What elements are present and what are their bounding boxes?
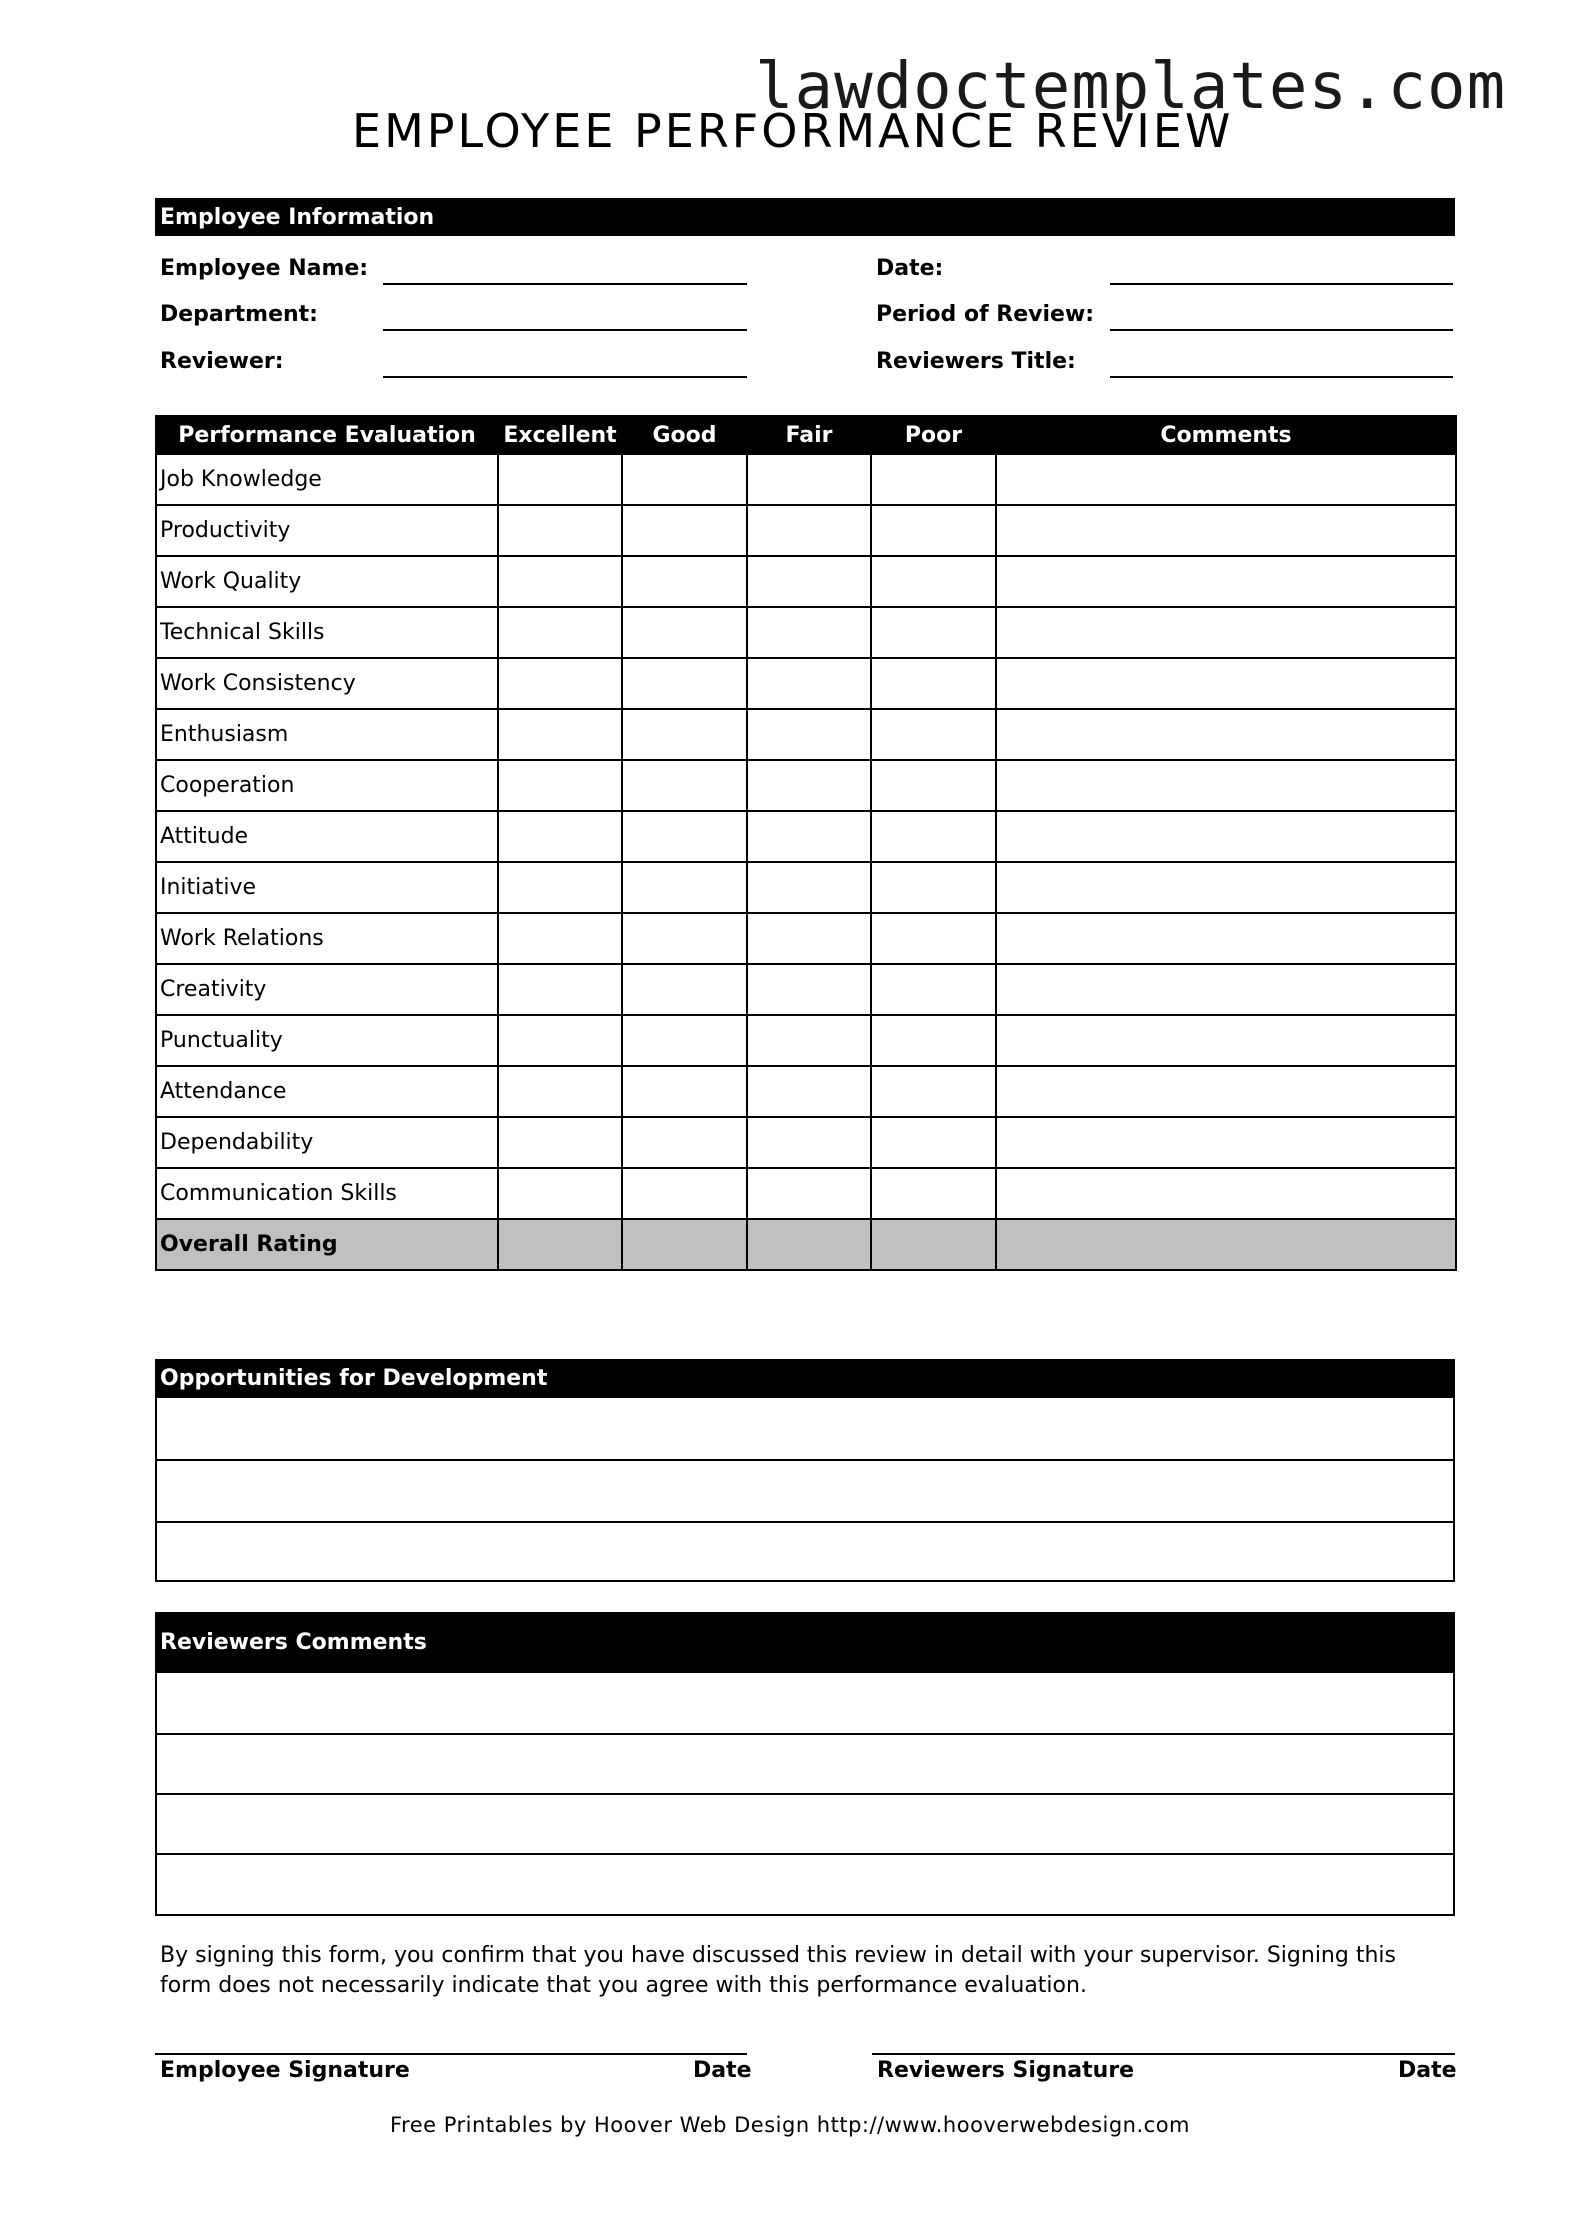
excellent-cell[interactable] <box>498 862 622 913</box>
poor-cell[interactable] <box>871 811 996 862</box>
comments-cell[interactable] <box>996 862 1456 913</box>
comments-cell[interactable] <box>996 811 1456 862</box>
good-cell[interactable] <box>622 607 747 658</box>
criterion-label: Attitude <box>156 811 498 862</box>
excellent-cell[interactable] <box>498 658 622 709</box>
poor-cell[interactable] <box>871 709 996 760</box>
criterion-label: Communication Skills <box>156 1168 498 1219</box>
fair-cell[interactable] <box>747 607 871 658</box>
excellent-cell[interactable] <box>498 607 622 658</box>
fair-cell[interactable] <box>747 760 871 811</box>
development-line-1[interactable] <box>157 1398 1453 1459</box>
criterion-label: Punctuality <box>156 1015 498 1066</box>
poor-cell[interactable] <box>871 1066 996 1117</box>
fair-cell[interactable] <box>747 709 871 760</box>
comments-cell[interactable] <box>996 607 1456 658</box>
poor-cell[interactable] <box>871 658 996 709</box>
excellent-cell[interactable] <box>498 913 622 964</box>
table-row <box>156 556 1456 607</box>
table-row <box>156 760 1456 811</box>
good-cell[interactable] <box>622 1015 747 1066</box>
development-box <box>155 1396 1455 1582</box>
fair-cell[interactable] <box>747 913 871 964</box>
good-cell[interactable] <box>622 556 747 607</box>
criterion-label: Job Knowledge <box>156 454 498 505</box>
comments-cell[interactable] <box>996 964 1456 1015</box>
good-cell[interactable] <box>622 505 747 556</box>
comments-cell[interactable] <box>996 454 1456 505</box>
column-header-excellent: Excellent <box>498 416 622 454</box>
table-row <box>156 607 1456 658</box>
poor-cell[interactable] <box>871 607 996 658</box>
employee-name-label: Employee Name: <box>160 256 369 281</box>
poor-cell[interactable] <box>871 556 996 607</box>
department-label: Department: <box>160 302 318 327</box>
period-of-review-field[interactable] <box>1110 329 1453 331</box>
fair-cell[interactable] <box>747 1117 871 1168</box>
criterion-label: Productivity <box>156 505 498 556</box>
overall-good-cell[interactable] <box>622 1219 747 1270</box>
criterion-label: Technical Skills <box>156 607 498 658</box>
reviewers-title-field[interactable] <box>1110 376 1453 378</box>
criterion-label: Work Quality <box>156 556 498 607</box>
watermark-text: lawdoctemplates.com <box>755 50 1507 124</box>
reviewer-comments-box <box>155 1671 1455 1916</box>
comments-cell[interactable] <box>996 1015 1456 1066</box>
criterion-label: Work Relations <box>156 913 498 964</box>
excellent-cell[interactable] <box>498 811 622 862</box>
good-cell[interactable] <box>622 811 747 862</box>
comments-cell[interactable] <box>996 913 1456 964</box>
poor-cell[interactable] <box>871 1168 996 1219</box>
poor-cell[interactable] <box>871 913 996 964</box>
criterion-label: Enthusiasm <box>156 709 498 760</box>
overall-fair-cell[interactable] <box>747 1219 871 1270</box>
table-row <box>156 913 1456 964</box>
employee-name-field[interactable] <box>383 283 747 285</box>
table-row <box>156 658 1456 709</box>
reviewer-comment-line-1[interactable] <box>157 1673 1453 1733</box>
reviewer-signature-date-label: Date <box>1398 2058 1457 2083</box>
fair-cell[interactable] <box>747 505 871 556</box>
reviewer-label: Reviewer: <box>160 349 284 374</box>
reviewers-title-label: Reviewers Title: <box>876 349 1076 374</box>
fair-cell[interactable] <box>747 658 871 709</box>
table-row <box>156 964 1456 1015</box>
poor-cell[interactable] <box>871 1015 996 1066</box>
table-row <box>156 1168 1456 1219</box>
development-line-3[interactable] <box>157 1521 1453 1580</box>
reviewer-signature-label: Reviewers Signature <box>877 2058 1135 2083</box>
overall-rating-label: Overall Rating <box>156 1219 498 1270</box>
column-header-fair: Fair <box>747 416 871 454</box>
good-cell[interactable] <box>622 862 747 913</box>
excellent-cell[interactable] <box>498 1117 622 1168</box>
excellent-cell[interactable] <box>498 454 622 505</box>
acknowledgement-text: By signing this form, you confirm that you have discussed this review in detail with your supervisor. Signing this form does not necessarily indicate that you agree with this performance evaluation. <box>160 1943 1396 1998</box>
footer-credit: Free Printables by Hoover Web Design http://www.hooverwebdesign.com <box>389 2113 1191 2137</box>
overall-comments-cell[interactable] <box>996 1219 1456 1270</box>
reviewer-comment-line-3[interactable] <box>157 1793 1453 1853</box>
reviewer-signature-line[interactable] <box>872 2053 1455 2055</box>
excellent-cell[interactable] <box>498 1066 622 1117</box>
poor-cell[interactable] <box>871 1117 996 1168</box>
excellent-cell[interactable] <box>498 556 622 607</box>
good-cell[interactable] <box>622 913 747 964</box>
good-cell[interactable] <box>622 760 747 811</box>
good-cell[interactable] <box>622 1168 747 1219</box>
comments-cell[interactable] <box>996 1168 1456 1219</box>
development-line-2[interactable] <box>157 1459 1453 1521</box>
fair-cell[interactable] <box>747 862 871 913</box>
overall-poor-cell[interactable] <box>871 1219 996 1270</box>
criterion-label: Attendance <box>156 1066 498 1117</box>
poor-cell[interactable] <box>871 454 996 505</box>
reviewer-field[interactable] <box>383 376 747 378</box>
column-header-poor: Poor <box>871 416 996 454</box>
excellent-cell[interactable] <box>498 760 622 811</box>
table-row <box>156 505 1456 556</box>
column-header-comments: Comments <box>996 416 1456 454</box>
criterion-label: Dependability <box>156 1117 498 1168</box>
table-row <box>156 454 1456 505</box>
comments-cell[interactable] <box>996 760 1456 811</box>
overall-excellent-cell[interactable] <box>498 1219 622 1270</box>
date-field[interactable] <box>1110 283 1453 285</box>
fair-cell[interactable] <box>747 964 871 1015</box>
employee-signature-line[interactable] <box>155 2053 747 2055</box>
poor-cell[interactable] <box>871 760 996 811</box>
excellent-cell[interactable] <box>498 964 622 1015</box>
comments-cell[interactable] <box>996 1117 1456 1168</box>
comments-cell[interactable] <box>996 556 1456 607</box>
poor-cell[interactable] <box>871 964 996 1015</box>
table-row <box>156 709 1456 760</box>
reviewer-comment-line-4[interactable] <box>157 1853 1453 1914</box>
page-title: EMPLOYEE PERFORMANCE REVIEW <box>352 104 1234 158</box>
development-header: Opportunities for Development <box>155 1359 1455 1397</box>
column-header-category: Performance Evaluation <box>156 416 498 454</box>
good-cell[interactable] <box>622 1117 747 1168</box>
employee-info-header: Employee Information <box>155 198 1455 236</box>
criterion-label: Work Consistency <box>156 658 498 709</box>
table-header-row <box>156 416 1456 454</box>
reviewer-comment-line-2[interactable] <box>157 1733 1453 1793</box>
employee-signature-date-label: Date <box>693 2058 752 2083</box>
poor-cell[interactable] <box>871 862 996 913</box>
criterion-label: Cooperation <box>156 760 498 811</box>
fair-cell[interactable] <box>747 1015 871 1066</box>
table-row <box>156 811 1456 862</box>
column-header-good: Good <box>622 416 747 454</box>
fair-cell[interactable] <box>747 454 871 505</box>
poor-cell[interactable] <box>871 505 996 556</box>
department-field[interactable] <box>383 329 747 331</box>
overall-rating-row <box>156 1219 1456 1270</box>
reviewer-comments-header: Reviewers Comments <box>155 1612 1455 1672</box>
fair-cell[interactable] <box>747 1066 871 1117</box>
good-cell[interactable] <box>622 1066 747 1117</box>
excellent-cell[interactable] <box>498 709 622 760</box>
comments-cell[interactable] <box>996 1066 1456 1117</box>
fair-cell[interactable] <box>747 811 871 862</box>
table-row <box>156 862 1456 913</box>
good-cell[interactable] <box>622 964 747 1015</box>
comments-cell[interactable] <box>996 505 1456 556</box>
employee-signature-label: Employee Signature <box>160 2058 410 2083</box>
table-row <box>156 1117 1456 1168</box>
period-of-review-label: Period of Review: <box>876 302 1095 327</box>
good-cell[interactable] <box>622 709 747 760</box>
comments-cell[interactable] <box>996 658 1456 709</box>
excellent-cell[interactable] <box>498 1015 622 1066</box>
criterion-label: Creativity <box>156 964 498 1015</box>
good-cell[interactable] <box>622 658 747 709</box>
excellent-cell[interactable] <box>498 1168 622 1219</box>
good-cell[interactable] <box>622 454 747 505</box>
fair-cell[interactable] <box>747 1168 871 1219</box>
date-label: Date: <box>876 256 944 281</box>
criterion-label: Initiative <box>156 862 498 913</box>
excellent-cell[interactable] <box>498 505 622 556</box>
comments-cell[interactable] <box>996 709 1456 760</box>
table-row <box>156 1015 1456 1066</box>
performance-evaluation-table <box>155 415 1457 1271</box>
fair-cell[interactable] <box>747 556 871 607</box>
table-row <box>156 1066 1456 1117</box>
